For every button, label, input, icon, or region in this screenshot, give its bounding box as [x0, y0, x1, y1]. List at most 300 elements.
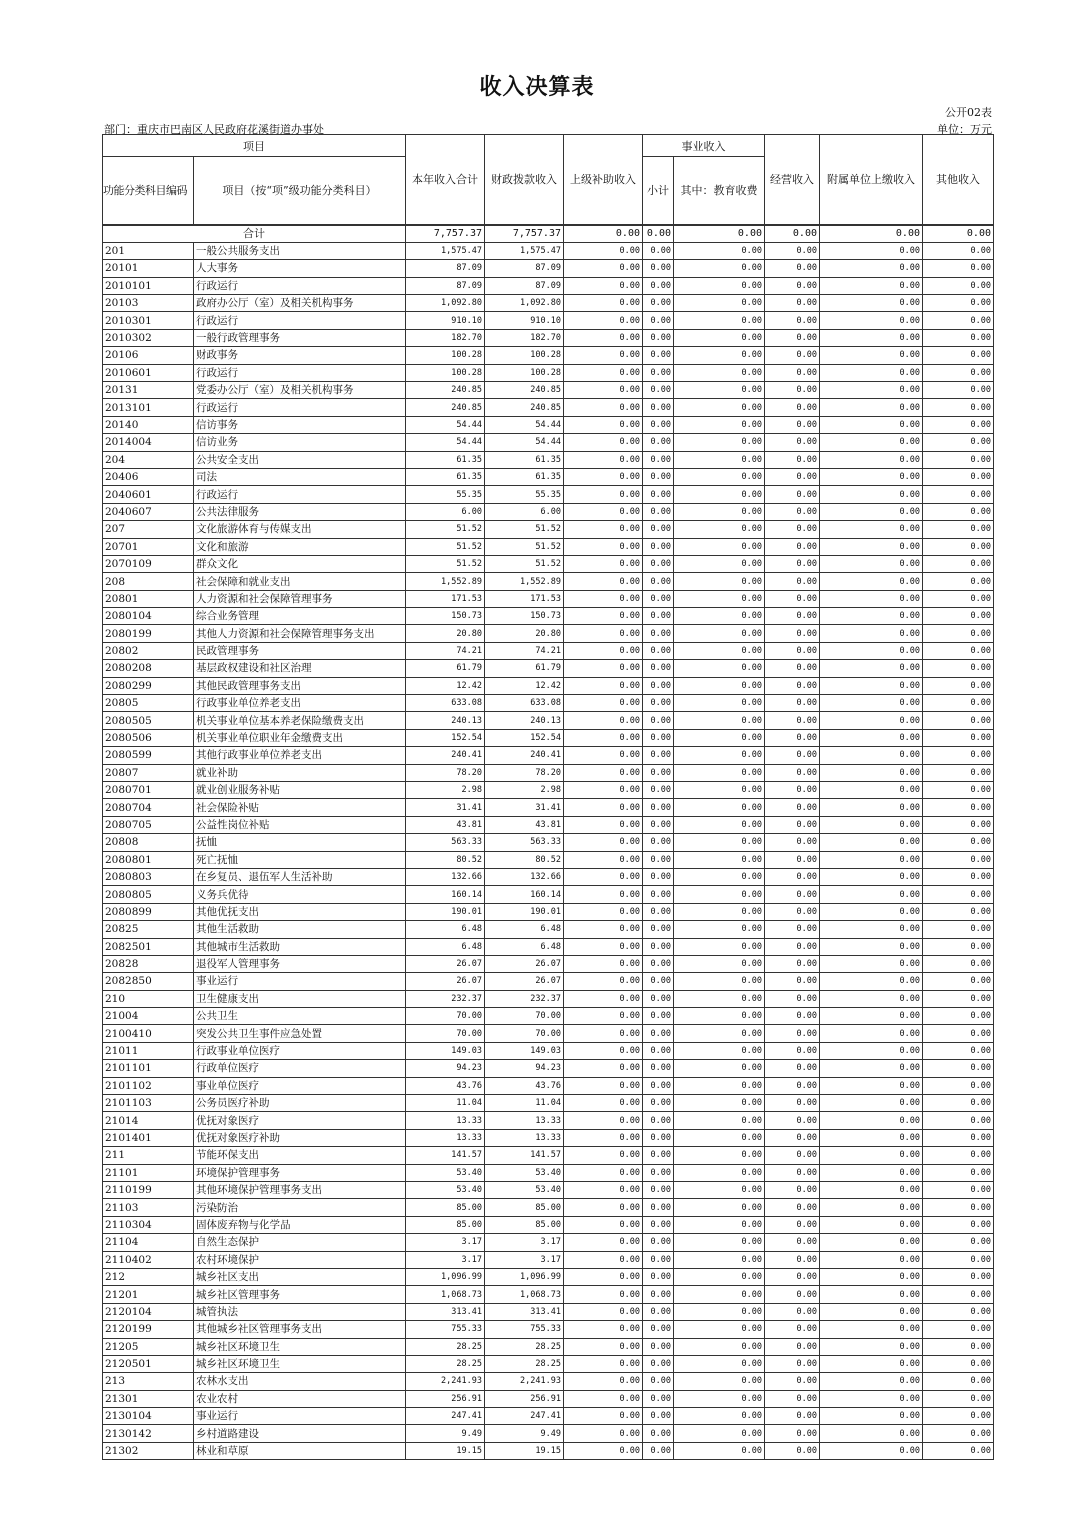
- fiscal-cell: 70.00: [485, 1008, 564, 1025]
- name-cell: 事业运行: [194, 973, 406, 990]
- education-cell: 0.00: [674, 1408, 765, 1425]
- affiliated-cell: 0.00: [820, 608, 923, 625]
- code-cell: 20101: [103, 260, 194, 277]
- name-cell: 公共卫生: [194, 1008, 406, 1025]
- operating-cell: 0.00: [765, 1251, 820, 1268]
- superior-cell: 0.00: [564, 1303, 643, 1320]
- name-cell: 抚恤: [194, 834, 406, 851]
- education-cell: 0.00: [674, 434, 765, 451]
- code-cell: 20825: [103, 921, 194, 938]
- affiliated-cell: 0.00: [820, 1112, 923, 1129]
- superior-cell: 0.00: [564, 799, 643, 816]
- subtotal-cell: 0.00: [643, 868, 674, 885]
- superior-cell: 0.00: [564, 1164, 643, 1181]
- table-row: [103, 1338, 994, 1355]
- superior-cell: 0.00: [564, 973, 643, 990]
- superior-cell: 0.00: [564, 1234, 643, 1251]
- subtotal-cell: 0.00: [643, 1390, 674, 1407]
- code-cell: 2013101: [103, 399, 194, 416]
- superior-cell: 0.00: [564, 1442, 643, 1459]
- operating-cell: 0.00: [765, 1216, 820, 1233]
- affiliated-cell: 0.00: [820, 486, 923, 503]
- superior-cell: 0.00: [564, 521, 643, 538]
- table-row: [103, 1095, 994, 1112]
- affiliated-cell: 0.00: [820, 347, 923, 364]
- other-cell: 0.00: [923, 903, 994, 920]
- affiliated-cell: 0.00: [820, 1025, 923, 1042]
- table-row: [103, 642, 994, 659]
- name-cell: 城乡社区环境卫生: [194, 1355, 406, 1372]
- total-cell: 85.00: [406, 1199, 485, 1216]
- superior-cell: 0.00: [564, 1321, 643, 1338]
- fiscal-cell: 12.42: [485, 677, 564, 694]
- education-cell: 0.00: [674, 1042, 765, 1059]
- fiscal-cell: 182.70: [485, 329, 564, 346]
- code-cell: 2100410: [103, 1025, 194, 1042]
- subtotal-cell: 0.00: [643, 834, 674, 851]
- superior-cell: 0.00: [564, 1199, 643, 1216]
- other-cell: 0.00: [923, 1216, 994, 1233]
- operating-cell: 0.00: [765, 1147, 820, 1164]
- fiscal-cell: 43.81: [485, 816, 564, 833]
- total-cell: 2,241.93: [406, 1373, 485, 1390]
- affiliated-cell: 0.00: [820, 1338, 923, 1355]
- superior-cell: 0.00: [564, 868, 643, 885]
- education-cell: 0.00: [674, 1216, 765, 1233]
- superior-cell: 0.00: [564, 625, 643, 642]
- operating-cell: 0.00: [765, 416, 820, 433]
- total-cell: 141.57: [406, 1147, 485, 1164]
- other-cell: 0.00: [923, 677, 994, 694]
- superior-cell: 0.00: [564, 295, 643, 312]
- other-cell: 0.00: [923, 364, 994, 381]
- code-cell: 2120104: [103, 1303, 194, 1320]
- operating-cell: 0.00: [765, 364, 820, 381]
- subtotal-cell: 0.00: [643, 1060, 674, 1077]
- table-row: [103, 1025, 994, 1042]
- subtotal-cell: 0.00: [643, 973, 674, 990]
- table-row: [103, 1321, 994, 1338]
- name-cell: 自然生态保护: [194, 1234, 406, 1251]
- total-cell: 150.73: [406, 608, 485, 625]
- superior-cell: 0.00: [564, 921, 643, 938]
- superior-cell: 0.00: [564, 816, 643, 833]
- other-cell: 0.00: [923, 468, 994, 485]
- education-cell: 0.00: [674, 1077, 765, 1094]
- code-cell: 21104: [103, 1234, 194, 1251]
- total-cell: 28.25: [406, 1338, 485, 1355]
- other-cell: 0.00: [923, 1112, 994, 1129]
- education-cell: 0.00: [674, 1060, 765, 1077]
- operating-cell: 0.00: [765, 973, 820, 990]
- total-cell: 232.37: [406, 990, 485, 1007]
- fiscal-cell: 26.07: [485, 973, 564, 990]
- table-row: [103, 503, 994, 520]
- affiliated-cell: 0.00: [820, 1268, 923, 1285]
- subtotal-cell: 0.00: [643, 1025, 674, 1042]
- table-row: [103, 1008, 994, 1025]
- affiliated-cell: 0.00: [820, 295, 923, 312]
- name-cell: 基层政权建设和社区治理: [194, 660, 406, 677]
- code-cell: 2080705: [103, 816, 194, 833]
- name-cell: 城管执法: [194, 1303, 406, 1320]
- name-cell: 就业创业服务补贴: [194, 782, 406, 799]
- code-cell: 2130104: [103, 1408, 194, 1425]
- table-row: [103, 712, 994, 729]
- education-cell: 0.00: [674, 973, 765, 990]
- total-cell: 6.00: [406, 503, 485, 520]
- subtotal-cell: 0.00: [643, 1355, 674, 1372]
- education-cell: 0.00: [674, 1008, 765, 1025]
- affiliated-cell: 0.00: [820, 1129, 923, 1146]
- total-cell: 132.66: [406, 868, 485, 885]
- subtotal-cell: 0.00: [643, 329, 674, 346]
- total-cell: 1,575.47: [406, 242, 485, 259]
- fiscal-cell: 51.52: [485, 521, 564, 538]
- other-cell: 0.00: [923, 503, 994, 520]
- fiscal-cell: 232.37: [485, 990, 564, 1007]
- fiscal-cell: 55.35: [485, 486, 564, 503]
- total-cell: 87.09: [406, 277, 485, 294]
- name-cell: 死亡抚恤: [194, 851, 406, 868]
- operating-cell: 0.00: [765, 1164, 820, 1181]
- fiscal-cell: 3.17: [485, 1234, 564, 1251]
- code-cell: 2010301: [103, 312, 194, 329]
- table-row: [103, 834, 994, 851]
- superior-cell: 0.00: [564, 1408, 643, 1425]
- superior-cell: 0.00: [564, 1129, 643, 1146]
- affiliated-cell: 0.00: [820, 729, 923, 746]
- total-cell: 54.44: [406, 416, 485, 433]
- operating-cell: 0.00: [765, 782, 820, 799]
- table-row: [103, 590, 994, 607]
- education-cell: 0.00: [674, 660, 765, 677]
- other-cell: 0.00: [923, 1164, 994, 1181]
- total-cell: 240.41: [406, 747, 485, 764]
- subtotal-cell: 0.00: [643, 1338, 674, 1355]
- fiscal-cell: 2.98: [485, 782, 564, 799]
- affiliated-cell: 0.00: [820, 399, 923, 416]
- fiscal-cell: 74.21: [485, 642, 564, 659]
- operating-cell: 0.00: [765, 868, 820, 885]
- other-cell: 0.00: [923, 329, 994, 346]
- table-row: [103, 1286, 994, 1303]
- code-header: 功能分类科目编码: [103, 157, 194, 225]
- education-cell: 0.00: [674, 242, 765, 259]
- name-cell: 行政运行: [194, 399, 406, 416]
- subtotal-cell: 0.00: [643, 1234, 674, 1251]
- fiscal-cell: 1,575.47: [485, 242, 564, 259]
- operating-cell: 0.00: [765, 729, 820, 746]
- operating-cell: 0.00: [765, 677, 820, 694]
- code-cell: 2070109: [103, 555, 194, 572]
- table-row: [103, 729, 994, 746]
- subtotal-cell: 0.00: [643, 486, 674, 503]
- fiscal-cell: 563.33: [485, 834, 564, 851]
- superior-cell: 0.00: [564, 1025, 643, 1042]
- fiscal-cell: 13.33: [485, 1129, 564, 1146]
- code-cell: 20406: [103, 468, 194, 485]
- table-row: [103, 973, 994, 990]
- operating-cell: 0.00: [765, 955, 820, 972]
- education-cell: 0.00: [674, 347, 765, 364]
- operating-cell: 0.00: [765, 468, 820, 485]
- code-cell: 20131: [103, 382, 194, 399]
- education-cell: 0.00: [674, 1181, 765, 1198]
- operating-cell: 0.00: [765, 486, 820, 503]
- total-cell: 55.35: [406, 486, 485, 503]
- table-row: [103, 451, 994, 468]
- education-cell: 0.00: [674, 938, 765, 955]
- subtotal-cell: 0.00: [643, 1251, 674, 1268]
- name-cell: 财政事务: [194, 347, 406, 364]
- total-cell: 31.41: [406, 799, 485, 816]
- total-cell: 152.54: [406, 729, 485, 746]
- affiliated-cell: 0.00: [820, 851, 923, 868]
- name-cell: 文化和旅游: [194, 538, 406, 555]
- total-cell: 19.15: [406, 1442, 485, 1459]
- subtotal-cell: 0.00: [643, 642, 674, 659]
- name-cell: 乡村道路建设: [194, 1425, 406, 1442]
- education-cell: 0.00: [674, 399, 765, 416]
- affiliated-cell: 0.00: [820, 1390, 923, 1407]
- name-cell: 其他人力资源和社会保障管理事务支出: [194, 625, 406, 642]
- superior-cell: 0.00: [564, 1390, 643, 1407]
- subtotal-cell: 0.00: [643, 468, 674, 485]
- table-row: [103, 329, 994, 346]
- operating-cell: 0.00: [765, 242, 820, 259]
- other-cell: 0.00: [923, 312, 994, 329]
- code-cell: 2014004: [103, 434, 194, 451]
- superior-cell: 0.00: [564, 990, 643, 1007]
- other-cell: 0.00: [923, 816, 994, 833]
- table-row: [103, 434, 994, 451]
- name-cell: 人力资源和社会保障管理事务: [194, 590, 406, 607]
- subtotal-header: 小计: [643, 157, 674, 225]
- affiliated-cell: 0.00: [820, 434, 923, 451]
- name-cell: 公务员医疗补助: [194, 1095, 406, 1112]
- education-cell: 0.00: [674, 955, 765, 972]
- total-cell: 20.80: [406, 625, 485, 642]
- operating-cell: 0.00: [765, 695, 820, 712]
- fiscal-cell: 87.09: [485, 277, 564, 294]
- operating-cell: 0.00: [765, 903, 820, 920]
- education-cell: 0.00: [674, 903, 765, 920]
- name-cell: 信访业务: [194, 434, 406, 451]
- operating-cell: 0.00: [765, 1373, 820, 1390]
- table-row: [103, 1355, 994, 1372]
- code-cell: 2010302: [103, 329, 194, 346]
- education-cell: 0.00: [674, 1164, 765, 1181]
- operating-cell: 0.00: [765, 1042, 820, 1059]
- name-cell: 信访事务: [194, 416, 406, 433]
- total-cell: 51.52: [406, 521, 485, 538]
- unit-label: 单位：万元: [937, 123, 992, 136]
- total-cell: 240.13: [406, 712, 485, 729]
- total-cell: 85.00: [406, 1216, 485, 1233]
- table-row: [103, 260, 994, 277]
- table-row: [103, 1216, 994, 1233]
- affiliated-cell: 0.00: [820, 938, 923, 955]
- table-row: [103, 382, 994, 399]
- total-cell: 0.00: [923, 225, 994, 243]
- operating-cell: 0.00: [765, 990, 820, 1007]
- other-cell: 0.00: [923, 642, 994, 659]
- total-cell: 1,552.89: [406, 573, 485, 590]
- superior-cell: 0.00: [564, 382, 643, 399]
- superior-cell: 0.00: [564, 503, 643, 520]
- affiliated-cell: 0.00: [820, 277, 923, 294]
- other-cell: 0.00: [923, 834, 994, 851]
- other-cell: 0.00: [923, 1303, 994, 1320]
- superior-cell: 0.00: [564, 312, 643, 329]
- fiscal-cell: 28.25: [485, 1338, 564, 1355]
- affiliated-cell: 0.00: [820, 1077, 923, 1094]
- name-cell: 城乡社区环境卫生: [194, 1338, 406, 1355]
- total-cell: 182.70: [406, 329, 485, 346]
- table-row: [103, 695, 994, 712]
- affiliated-cell: 0.00: [820, 382, 923, 399]
- affiliated-cell: 0.00: [820, 1147, 923, 1164]
- total-cell: 633.08: [406, 695, 485, 712]
- affiliated-cell: 0.00: [820, 1199, 923, 1216]
- superior-cell: 0.00: [564, 242, 643, 259]
- table-row: [103, 990, 994, 1007]
- code-cell: 204: [103, 451, 194, 468]
- affiliated-cell: 0.00: [820, 955, 923, 972]
- total-cell: 70.00: [406, 1025, 485, 1042]
- other-cell: 0.00: [923, 347, 994, 364]
- name-cell: 文化旅游体育与传媒支出: [194, 521, 406, 538]
- other-cell: 0.00: [923, 660, 994, 677]
- code-cell: 20701: [103, 538, 194, 555]
- code-cell: 2101101: [103, 1060, 194, 1077]
- table-row: [103, 764, 994, 781]
- total-cell: 6.48: [406, 938, 485, 955]
- affiliated-header: 附属单位上缴收入: [820, 135, 923, 225]
- operating-cell: 0.00: [765, 816, 820, 833]
- operating-cell: 0.00: [765, 1199, 820, 1216]
- affiliated-cell: 0.00: [820, 886, 923, 903]
- total-cell: 53.40: [406, 1164, 485, 1181]
- subtotal-cell: 0.00: [643, 799, 674, 816]
- total-cell: 26.07: [406, 955, 485, 972]
- other-cell: 0.00: [923, 990, 994, 1007]
- item-header: 项目: [103, 135, 406, 157]
- education-cell: 0.00: [674, 1095, 765, 1112]
- code-cell: 20828: [103, 955, 194, 972]
- subtotal-cell: 0.00: [643, 782, 674, 799]
- total-cell: 171.53: [406, 590, 485, 607]
- subtotal-cell: 0.00: [643, 1077, 674, 1094]
- fiscal-cell: 1,092.80: [485, 295, 564, 312]
- superior-cell: 0.00: [564, 364, 643, 381]
- table-row: [103, 782, 994, 799]
- total-cell: 3.17: [406, 1234, 485, 1251]
- table-row: [103, 486, 994, 503]
- code-cell: 2101102: [103, 1077, 194, 1094]
- superior-cell: 0.00: [564, 434, 643, 451]
- name-cell: 林业和草原: [194, 1442, 406, 1459]
- subtotal-cell: 0.00: [643, 1286, 674, 1303]
- subtotal-cell: 0.00: [643, 1147, 674, 1164]
- code-cell: 2080805: [103, 886, 194, 903]
- code-cell: 2080801: [103, 851, 194, 868]
- operating-cell: 0.00: [765, 434, 820, 451]
- subtotal-cell: 0.00: [643, 1112, 674, 1129]
- other-cell: 0.00: [923, 295, 994, 312]
- affiliated-cell: 0.00: [820, 782, 923, 799]
- operating-cell: 0.00: [765, 347, 820, 364]
- name-cell: 城乡社区支出: [194, 1268, 406, 1285]
- table-row: [103, 1181, 994, 1198]
- superior-cell: 0.00: [564, 1181, 643, 1198]
- education-cell: 0.00: [674, 1251, 765, 1268]
- table-row: [103, 573, 994, 590]
- table-row: [103, 312, 994, 329]
- education-cell: 0.00: [674, 590, 765, 607]
- subtotal-cell: 0.00: [643, 347, 674, 364]
- affiliated-cell: 0.00: [820, 1373, 923, 1390]
- fiscal-cell: 51.52: [485, 555, 564, 572]
- code-cell: 208: [103, 573, 194, 590]
- operating-cell: 0.00: [765, 538, 820, 555]
- total-cell: 54.44: [406, 434, 485, 451]
- total-cell: 0.00: [674, 225, 765, 243]
- affiliated-cell: 0.00: [820, 1181, 923, 1198]
- education-cell: 0.00: [674, 468, 765, 485]
- operating-cell: 0.00: [765, 1129, 820, 1146]
- affiliated-cell: 0.00: [820, 1008, 923, 1025]
- code-cell: 2080505: [103, 712, 194, 729]
- total-cell: 100.28: [406, 347, 485, 364]
- fiscal-cell: 85.00: [485, 1216, 564, 1233]
- operating-cell: 0.00: [765, 1112, 820, 1129]
- fiscal-cell: 100.28: [485, 364, 564, 381]
- total-cell: 26.07: [406, 973, 485, 990]
- education-cell: 0.00: [674, 382, 765, 399]
- table-row: [103, 1112, 994, 1129]
- superior-cell: 0.00: [564, 1042, 643, 1059]
- subtotal-cell: 0.00: [643, 503, 674, 520]
- education-cell: 0.00: [674, 695, 765, 712]
- fiscal-cell: 53.40: [485, 1164, 564, 1181]
- code-cell: 21014: [103, 1112, 194, 1129]
- affiliated-cell: 0.00: [820, 260, 923, 277]
- operating-cell: 0.00: [765, 642, 820, 659]
- name-cell: 其他行政事业单位养老支出: [194, 747, 406, 764]
- subtotal-cell: 0.00: [643, 764, 674, 781]
- operating-cell: 0.00: [765, 799, 820, 816]
- operating-cell: 0.00: [765, 1008, 820, 1025]
- superior-cell: 0.00: [564, 660, 643, 677]
- affiliated-cell: 0.00: [820, 712, 923, 729]
- table-row: [103, 347, 994, 364]
- affiliated-cell: 0.00: [820, 990, 923, 1007]
- subtotal-cell: 0.00: [643, 242, 674, 259]
- business-header: 事业收入: [643, 135, 765, 157]
- other-cell: 0.00: [923, 1373, 994, 1390]
- code-cell: 201: [103, 242, 194, 259]
- operating-cell: 0.00: [765, 747, 820, 764]
- subtotal-cell: 0.00: [643, 1008, 674, 1025]
- other-cell: 0.00: [923, 1321, 994, 1338]
- table-row: [103, 747, 994, 764]
- superior-cell: 0.00: [564, 729, 643, 746]
- total-cell: 28.25: [406, 1355, 485, 1372]
- table-row: [103, 1390, 994, 1407]
- total-cell: 12.42: [406, 677, 485, 694]
